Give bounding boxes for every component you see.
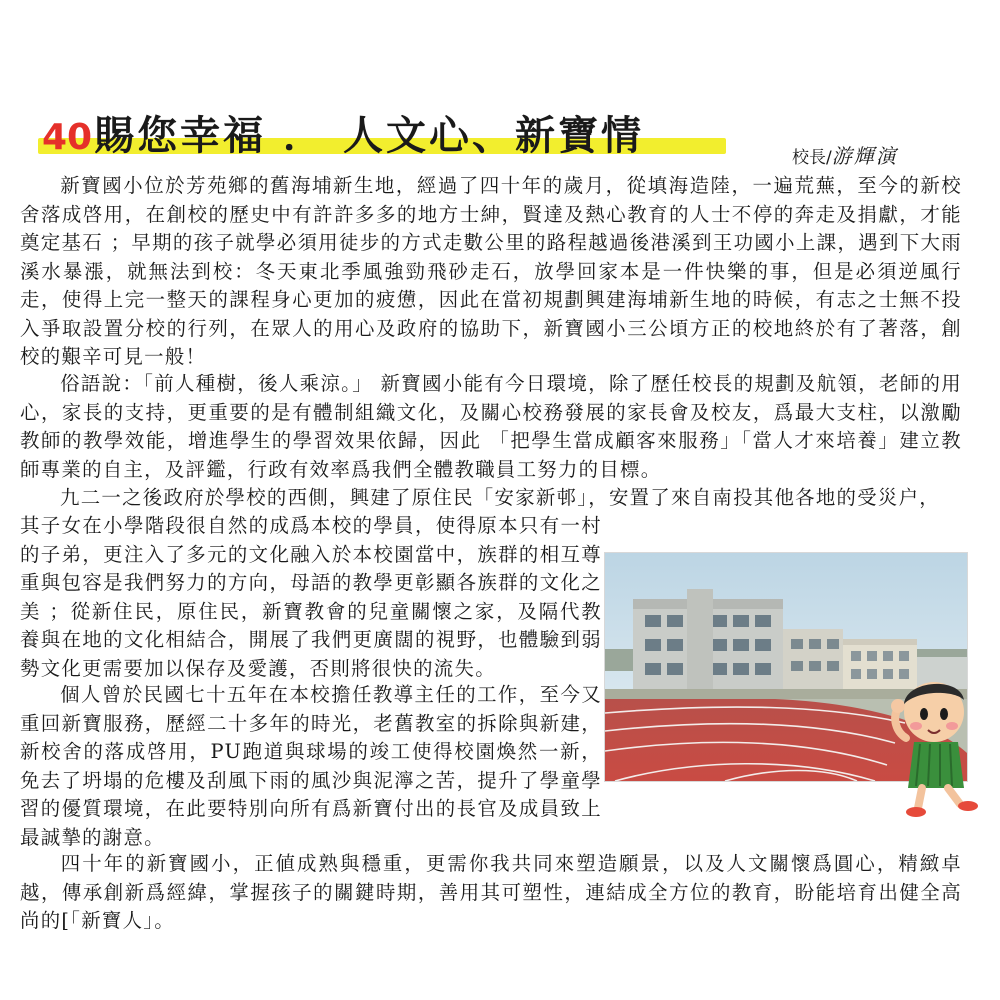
- paragraph-3-continued-text: 其子女在小學階段很自然的成爲本校的學員，使得原本只有一村的子弟，更注入了多元的文化融入於本校園當中，族群的相互尊重與包容是我們努力的方向，母語的教學更彰顯各族群的文化之美 ；從新住民，原住民，新寶教會的兒童關懷之家，及隔代教養與在地的文化相結合，開展了我們更廣闊的視野，也體驗到弱勢文化更需要加以保存及愛護，否則將很快的流失。: [20, 514, 602, 680]
- author-byline: [792, 140, 898, 169]
- article-title-text: 賜您幸福 ． 人文心、新寶情: [94, 113, 644, 159]
- paragraph-4-text: 個人曾於民國七十五年在本校擔任教導主任的工作，至今又重回新寶服務，歷經二十多年的時光，老舊教室的拆除與新建，新校舍的落成啓用，PU跑道與球場的竣工使得校園煥然一新，免去了坍塌的危樓及刮風下雨的風沙與泥濘之苦，提升了學童學習的優質環境，在此要特別向所有爲新寶付出的長官及成員致上最誠摯的謝意。: [20, 683, 602, 849]
- article-title: [42, 104, 644, 161]
- paragraph-2-text: 俗語說：「前人種樹，後人乘涼。」 新寶國小能有今日環境，除了歷任校長的規劃及航領，老師的用心，家長的支持，更重要的是有體制組織文化，及關心校務發展的家長會及校友，爲最大支柱，以激勵教師的教學效能，增進學生的學習效果依歸，因此 「把學生當成顧客來服務」「當人才來培養」建立教師專業的自主，及評鑑，行政有效率爲我們全體教職員工努力的目標。: [20, 372, 962, 481]
- article-title-block: [38, 98, 738, 160]
- article-number: 40: [42, 117, 93, 158]
- paragraph-1: [20, 172, 962, 372]
- paragraph-5-text: 四十年的新寶國小，正値成熟與穩重，更需你我共同來塑造願景，以及人文關懷爲圓心，精緻卓越，傳承創新爲經緯，掌握孩子的關鍵時期，善用其可塑性，連結成全方位的教育，盼能培育出健全高尚的[「新寶人」。: [20, 852, 962, 932]
- paragraph-4: [20, 681, 602, 852]
- author-role: 校長/: [792, 148, 832, 168]
- author-signature: 游輝演: [831, 144, 898, 168]
- paragraph-5: [20, 850, 962, 936]
- paragraph-3-text: 九二一之後政府於學校的西側，興建了原住民「安家新邨」，安置了來自南投其他各地的受災户，: [60, 486, 940, 509]
- cartoon-child-mascot: [888, 668, 1000, 818]
- paragraph-3-continued: [20, 512, 602, 683]
- cartoon-child-mascot-icon: [888, 668, 1000, 818]
- paragraph-2: [20, 370, 962, 484]
- paragraph-3: [20, 484, 962, 513]
- paragraph-1-text: 新寶國小位於芳苑鄉的舊海埔新生地，經過了四十年的歲月，從填海造陸，一遍荒蕪，至今的新校舍落成啓用，在創校的歷史中有許許多多的地方士紳，賢達及熱心教育的人士不停的奔走及捐獻，才能奠定基石 ；早期的孩子就學必須用徒步的方式走數公里的路程越過後港溪到王功國小上課，遇到下大雨溪水暴漲，就無法到校：冬天東北季風強勁飛砂走石，放學回家本是一件快樂的事，但是必須逆風行走，使得上完一整天的課程身心更加的疲憊，因此在當初規劃興建海埔新生地的時候，有志之士無不投入爭取設置分校的行列，在眾人的用心及政府的協助下，新寶國小三公頃方正的校地終於有了著落，創校的艱辛可見一般！: [20, 174, 962, 368]
